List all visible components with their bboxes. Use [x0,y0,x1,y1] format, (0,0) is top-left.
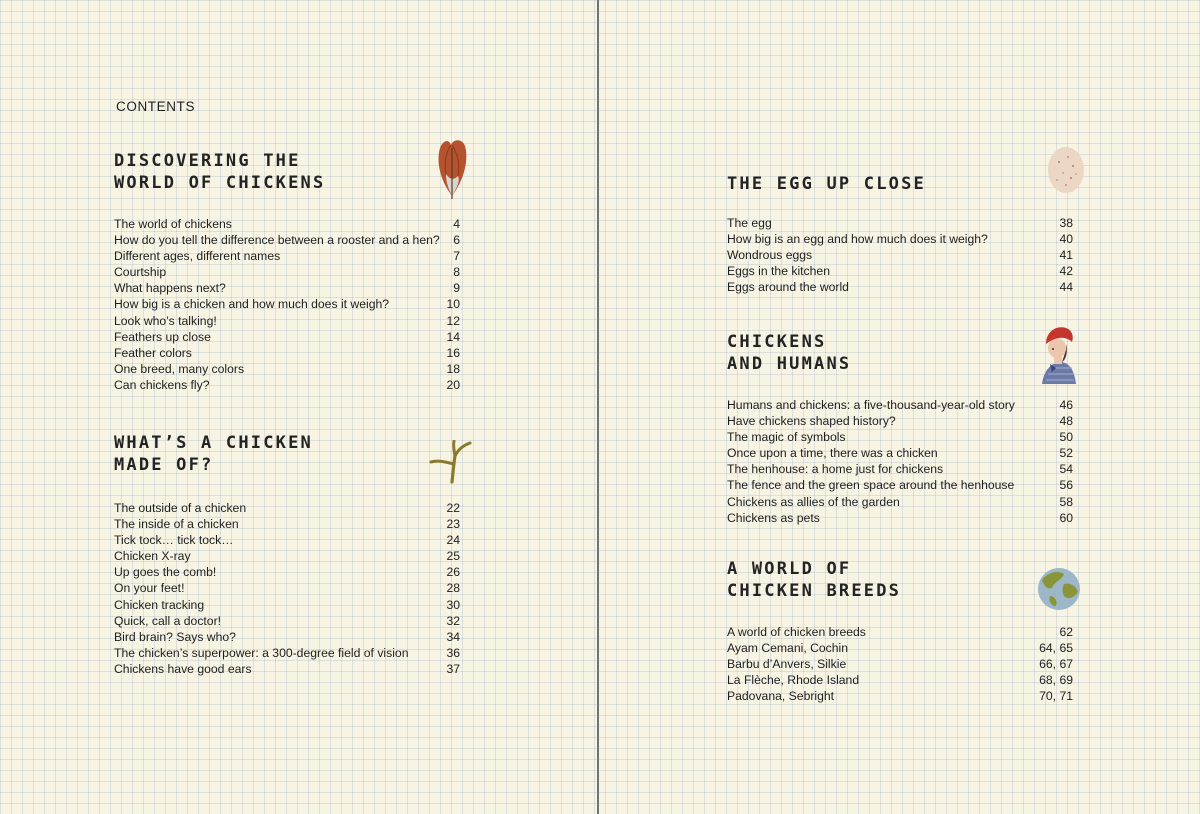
toc-entry[interactable] [114,564,460,580]
toc-entry-page: 68, 69 [1039,673,1073,688]
toc-entry[interactable] [727,445,1073,461]
toc-entry-title: How do you tell the difference between a rooster and a hen? [114,233,440,248]
section-title [727,173,1073,195]
book-gutter [597,0,599,814]
toc-entry[interactable] [114,361,460,377]
toc-entry-title: Ayam Cemani, Cochin [727,641,849,656]
toc-entry-page: 32 [446,613,460,628]
toc-entry-title: The fence and the green space around the henhouse [727,478,1015,493]
toc-entry-page: 34 [446,629,460,644]
toc-entry-title: How big is a chicken and how much does it weigh? [114,297,390,312]
section-title-line: AND HUMANS [727,354,852,374]
toc-entry-title: The chicken’s superpower: a 300-degree field of vision [114,645,409,660]
toc-entry[interactable] [727,413,1073,429]
toc-entry[interactable] [727,656,1073,672]
toc-entry-page: 62 [1059,625,1073,639]
feather-icon [432,136,472,200]
toc-entry-title: The world of chickens [114,217,232,231]
toc-entry[interactable] [114,216,460,232]
toc-entry-title: Up goes the comb! [114,565,217,580]
toc-entry-page: 70, 71 [1039,689,1073,704]
toc-entry-page: 4 [453,217,460,231]
toc-entry[interactable] [114,613,460,629]
toc-entry-title: Barbu d’Anvers, Silkie [727,657,847,672]
toc-entry[interactable] [727,397,1073,413]
section-discovering [114,150,460,393]
toc-entry[interactable] [114,280,460,296]
toc-entry[interactable] [727,624,1073,640]
toc-entry[interactable] [114,629,460,645]
toc-entry-page: 44 [1059,280,1073,295]
toc-entry[interactable] [727,215,1073,231]
toc-entry-page: 8 [453,265,460,280]
toc-entry-title: Can chickens fly? [114,377,210,392]
toc-entry[interactable] [114,264,460,280]
toc-entry-page: 16 [446,345,460,360]
toc-entry-title: Quick, call a doctor! [114,613,222,628]
toc-entry[interactable] [727,279,1073,295]
toc-entry-page: 60 [1059,510,1073,525]
toc-entry-title: Humans and chickens: a five-thousand-year-old story [727,398,1015,412]
toc-entry-title: The magic of symbols [727,430,846,445]
toc-entry-title: The outside of a chicken [114,501,247,515]
section-title-line: WORLD OF CHICKENS [114,173,326,193]
toc-entry[interactable] [727,672,1073,688]
toc-entry-title: Chicken tracking [114,597,205,612]
toc-entry[interactable] [727,263,1073,279]
section-humans [727,331,1073,526]
toc-entry-title: Padovana, Sebright [727,689,835,704]
entry-list [114,500,460,677]
toc-entry[interactable] [114,377,460,393]
toc-entry-title: The egg [727,216,772,230]
toc-entry[interactable] [727,231,1073,247]
toc-entry-page: 23 [446,517,460,532]
section-title-line: MADE OF? [114,455,214,475]
toc-entry-page: 12 [446,313,460,328]
toc-entry[interactable] [114,232,460,248]
toc-entry[interactable] [727,477,1073,493]
section-title-line: A WORLD OF [727,559,852,579]
toc-entry-title: Courtship [114,265,167,280]
toc-entry-title: Wondrous eggs [727,248,813,263]
section-title [727,331,1073,375]
toc-entry-page: 37 [446,661,460,676]
toc-entry-title: How big is an egg and how much does it weigh? [727,232,988,247]
globe-icon [1036,566,1082,612]
toc-entry-title: Look who’s talking! [114,313,217,328]
toc-entry-title: Chicken X-ray [114,549,191,564]
toc-entry-title: A world of chicken breeds [727,625,866,639]
toc-entry-page: 26 [446,565,460,580]
toc-entry[interactable] [114,296,460,312]
toc-entry-page: 50 [1059,430,1073,445]
toc-entry[interactable] [727,247,1073,263]
section-title-line: WHAT’S A CHICKEN [114,433,313,453]
toc-entry[interactable] [114,532,460,548]
toc-entry[interactable] [727,510,1073,526]
toc-entry-page: 18 [446,361,460,376]
toc-entry-page: 20 [446,377,460,392]
toc-entry-page: 9 [453,281,460,296]
section-title-line: DISCOVERING THE [114,151,301,171]
section-title [114,432,460,476]
toc-entry-title: One breed, many colors [114,361,245,376]
toc-entry-page: 42 [1059,264,1073,279]
toc-entry-page: 58 [1059,494,1073,509]
toc-entry[interactable] [114,597,460,613]
toc-entry-page: 24 [446,533,460,548]
toc-entry-page: 7 [453,249,460,264]
toc-entry-title: Bird brain? Says who? [114,629,236,644]
toc-entry[interactable] [727,494,1073,510]
section-egg [727,173,1073,295]
toc-entry-page: 10 [446,297,460,312]
toc-entry[interactable] [727,429,1073,445]
entry-list [727,624,1073,704]
toc-entry-page: 36 [446,645,460,660]
toc-entry-page: 56 [1059,478,1073,493]
section-title-line: THE EGG UP CLOSE [727,174,926,194]
section-title-line: CHICKEN BREEDS [727,581,902,601]
chicken-foot-icon [428,440,476,484]
entry-list [727,215,1073,295]
toc-entry-title: Have chickens shaped history? [727,414,896,429]
toc-entry-title: What happens next? [114,281,226,296]
toc-entry-page: 41 [1059,248,1073,263]
toc-entry[interactable] [114,661,460,677]
egg-icon [1044,144,1088,196]
section-chicken-made-of [114,432,460,677]
toc-entry[interactable] [114,345,460,361]
toc-entry[interactable] [114,329,460,345]
toc-entry-page: 30 [446,597,460,612]
toc-entry-page: 28 [446,581,460,596]
toc-entry[interactable] [114,516,460,532]
toc-entry-title: On your feet! [114,581,185,596]
section-title-line: CHICKENS [727,332,827,352]
toc-entry-title: Once upon a time, there was a chicken [727,446,938,461]
toc-entry-title: Different ages, different names [114,249,281,264]
section-breeds [727,558,1073,704]
toc-entry-title: Eggs in the kitchen [727,264,830,279]
toc-entry-title: Chickens as allies of the garden [727,494,900,509]
toc-entry-title: Eggs around the world [727,280,849,295]
person-icon [1036,322,1080,384]
toc-entry-page: 25 [446,549,460,564]
toc-entry[interactable] [114,248,460,264]
toc-entry-page: 48 [1059,414,1073,429]
toc-entry-page: 14 [446,329,460,344]
toc-entry-page: 22 [446,501,460,515]
toc-entry[interactable] [114,500,460,516]
toc-entry-page: 52 [1059,446,1073,461]
toc-entry-title: Chickens have good ears [114,661,252,676]
toc-entry-page: 38 [1059,216,1073,230]
toc-entry-title: The henhouse: a home just for chickens [727,462,944,477]
toc-entry-page: 6 [453,233,460,248]
toc-entry-title: Feather colors [114,345,192,360]
toc-entry-title: Tick tock… tick tock… [114,533,234,548]
toc-entry[interactable] [114,313,460,329]
entry-list [114,216,460,393]
contents-label: CONTENTS [116,99,196,114]
toc-entry[interactable] [114,580,460,596]
toc-entry-title: La Flèche, Rhode Island [727,673,860,688]
toc-entry-title: The inside of a chicken [114,517,239,532]
toc-entry[interactable] [727,461,1073,477]
toc-entry[interactable] [114,548,460,564]
toc-entry-title: Feathers up close [114,329,211,344]
section-title [727,558,1073,602]
section-title [114,150,460,194]
toc-entry-title: Chickens as pets [727,510,820,525]
toc-entry-page: 66, 67 [1039,657,1073,672]
toc-entry-page: 40 [1059,232,1073,247]
toc-entry[interactable] [727,688,1073,704]
toc-entry[interactable] [114,645,460,661]
toc-entry-page: 54 [1059,462,1073,477]
entry-list [727,397,1073,526]
toc-entry[interactable] [727,640,1073,656]
toc-entry-page: 64, 65 [1039,641,1073,656]
toc-entry-page: 46 [1059,398,1073,412]
